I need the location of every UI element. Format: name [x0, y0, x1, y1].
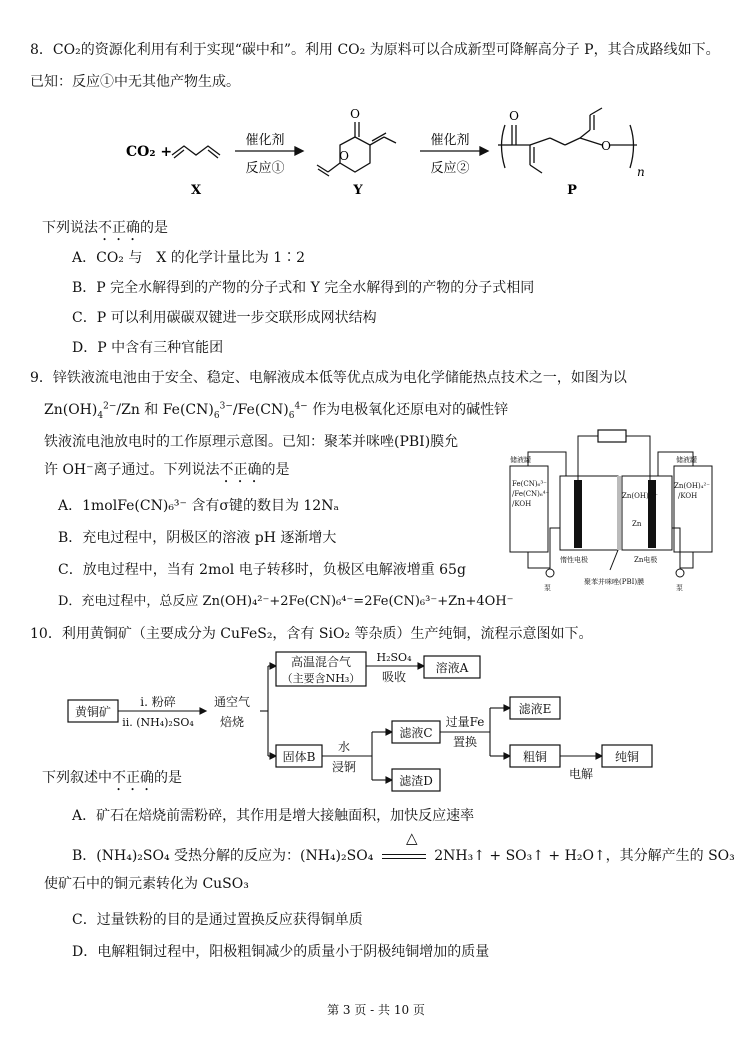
q10-option-b-line2: 使矿石中的铜元素转化为 CuSO₃ — [44, 876, 249, 892]
q8-option-b: B．P 完全水解得到的产物的分子式和 Y 完全水解得到的产物的分子式相同 — [72, 280, 535, 296]
flow-step-ii: ii. (NH₄)₂SO₄ — [122, 716, 194, 729]
tank-left-label: 储液罐 — [510, 456, 531, 464]
q10-ask-a: 下列叙述中 — [42, 770, 112, 786]
q10-option-a: A．矿石在焙烧前需粉碎，其作用是增大接触面积，加快反应速率 — [72, 808, 475, 824]
q9-stem-line4 — [44, 460, 290, 486]
q9-ask-emph: 不正确 — [219, 462, 262, 478]
q10-ask-c: 的是 — [154, 770, 182, 786]
q8-ask-a: 下列说法 — [42, 220, 98, 236]
q9-option-d: D．充电过程中，总反应 Zn(OH)₄²⁻+2Fe(CN)₆⁴⁻=2Fe(CN)₆³⁻+Zn+4OH⁻ — [58, 594, 514, 609]
q8-synthesis-scheme — [110, 100, 650, 204]
q8-option-c: C．P 可以利用碳碳双键进一步交联形成网状结构 — [72, 310, 377, 326]
label-y: Y — [353, 183, 363, 198]
y-carbonyl-o: O — [350, 107, 360, 121]
q10-option-c: C．过量铁粉的目的是通过置换反应获得铜单质 — [72, 912, 363, 928]
left-solution-1: Fe(CN)₆³⁻ — [512, 480, 547, 488]
q10-ask-emph: 不正确 — [112, 770, 154, 786]
q8-ask-c: 的是 — [140, 220, 168, 236]
q8-option-a: A．CO₂ 与 X 的化学计量比为 1∶2 — [72, 250, 306, 266]
zn-oh-formula: Zn(OH) — [44, 402, 98, 418]
p-carbonyl-o: O — [509, 109, 519, 123]
q8-stem-line1: 8．CO₂的资源化利用有利于实现“碳中和”。利用 CO₂ 为原料可以合成新型可降解高分子 P，其合成路线如下。 — [30, 42, 720, 58]
membrane-label: 聚苯并咪唑(PBI)膜 — [584, 578, 645, 586]
flow-roast: 焙烧 — [219, 715, 245, 729]
q9-stem-line2: $Zn(OH)_4^{2-}/Zn$ 和 $Fe(CN)_6^{3-}/Fe(CN)_6^{4-}$ 作为电极氧化还原电对的碱性锌 — [44, 401, 509, 421]
q8-option-d: D．P 中含有三种官能团 — [72, 340, 224, 356]
p-ester-o: O — [601, 139, 611, 153]
p-n: n — [637, 165, 645, 179]
flow-crude-cu: 粗铜 — [522, 750, 548, 764]
q10-ask — [42, 768, 182, 794]
zn-electrode-label: Zn电极 — [634, 556, 658, 564]
q9-stem-line1: 9．锌铁液流电池由于安全、稳定、电解液成本低等优点成为电化学储能热点技术之一，如图为以 — [30, 370, 627, 386]
q10-option-b-part2: 2NH₃↑ + SO₃↑ + H₂O↑，其分解产生的 SO₃ — [434, 848, 735, 864]
flow-gas-2: （主要含NH₃） — [281, 672, 361, 685]
flow-h2so4: H₂SO₄ — [376, 651, 412, 664]
fecn-formula-1: /Zn 和 Fe(CN) — [116, 402, 214, 418]
q8-ask-emph: 不正确 — [98, 220, 140, 236]
right-solution-1: Zn(OH)₄²⁻ — [674, 482, 710, 490]
tank-right-label: 储液罐 — [676, 456, 697, 464]
q9-option-b: B．充电过程中，阴极区的溶液 pH 逐渐增大 — [58, 530, 337, 546]
inert-electrode-label: 惰性电极 — [560, 556, 588, 564]
flow-step-i: i. 粉碎 — [140, 695, 176, 709]
cell-zn: Zn — [632, 520, 642, 528]
q9-ask-c: 的是 — [261, 462, 290, 478]
pump-left-label: 泵 — [544, 584, 551, 592]
q9-option-a: A．1molFe(CN)₆³⁻ 含有σ键的数目为 12Nₐ — [58, 498, 339, 514]
q9-stem-line3: 铁液流电池放电时的工作原理示意图。已知：聚苯并咪唑(PBI)膜允 — [44, 434, 459, 450]
flow-residue-d: 滤渣D — [399, 774, 433, 788]
reaction-1: 反应① — [245, 161, 285, 176]
catalyst-2: 催化剂 — [430, 133, 470, 148]
q10-stem: 10．利用黄铜矿（主要成分为 CuFeS₂，含有 SiO₂ 等杂质）生产纯铜，流程示意图如下。 — [30, 626, 593, 642]
flow-gas-1: 高温混合气 — [290, 655, 352, 669]
q9-option-c: C．放电过程中，当有 2mol 电子转移时，负极区电解液增重 65g — [58, 562, 466, 578]
fecn-formula-2: /Fe(CN) — [232, 402, 289, 418]
heat-symbol: △ — [406, 829, 418, 847]
flow-replace: 置换 — [452, 735, 478, 749]
q8-stem-line2: 已知：反应①中无其他产物生成。 — [30, 74, 240, 90]
q9-stem-tail: 作为电极氧化还原电对的碱性锌 — [312, 402, 509, 418]
catalyst-1: 催化剂 — [245, 133, 285, 148]
flow-solid-b: 固体B — [282, 750, 316, 764]
flow-filtrate-e: 滤液E — [518, 702, 552, 716]
left-solution-2: /Fe(CN)₆⁴⁻ — [512, 490, 550, 498]
q10-option-b-line1 — [72, 846, 735, 866]
flow-leach: 浸锕 — [331, 760, 357, 774]
reaction-2: 反应② — [430, 161, 470, 176]
q8-ask — [42, 218, 168, 244]
flow-water: 水 — [337, 740, 351, 754]
y-ring-o: O — [339, 149, 349, 163]
pump-right-label: 泵 — [676, 584, 683, 592]
flow-excess-fe: 过量Fe — [445, 715, 485, 729]
left-solution-3: /KOH — [512, 500, 532, 508]
equals-arrow — [382, 854, 426, 859]
flow-air: 通空气 — [213, 695, 251, 709]
q9-ask-a: 许 OH⁻离子通过。下列说法 — [44, 462, 220, 478]
label-x: X — [190, 183, 202, 198]
co2-reactant: CO₂ + — [126, 144, 173, 160]
q9-battery-diagram — [498, 428, 724, 596]
flow-solution-a: 溶液A — [435, 661, 469, 675]
q10-option-b-part1: B．(NH₄)₂SO₄ 受热分解的反应为：(NH₄)₂SO₄ — [72, 848, 374, 864]
q10-option-d: D．电解粗铜过程中，阳极粗铜减少的质量小于阴极纯铜增加的质量 — [72, 944, 490, 960]
flow-ore: 黄铜矿 — [74, 705, 112, 719]
label-p: P — [567, 183, 577, 198]
flow-filtrate-c: 滤液C — [399, 726, 433, 740]
flow-absorb: 吸收 — [381, 670, 407, 684]
right-solution-2: /KOH — [678, 492, 698, 500]
page-footer: 第 3 页 - 共 10 页 — [327, 1003, 425, 1017]
cell-zn-oh: Zn(OH)₄²⁻ — [622, 492, 658, 500]
flow-pure-cu: 纯铜 — [614, 750, 640, 764]
flow-electrolysis: 电解 — [568, 767, 594, 781]
